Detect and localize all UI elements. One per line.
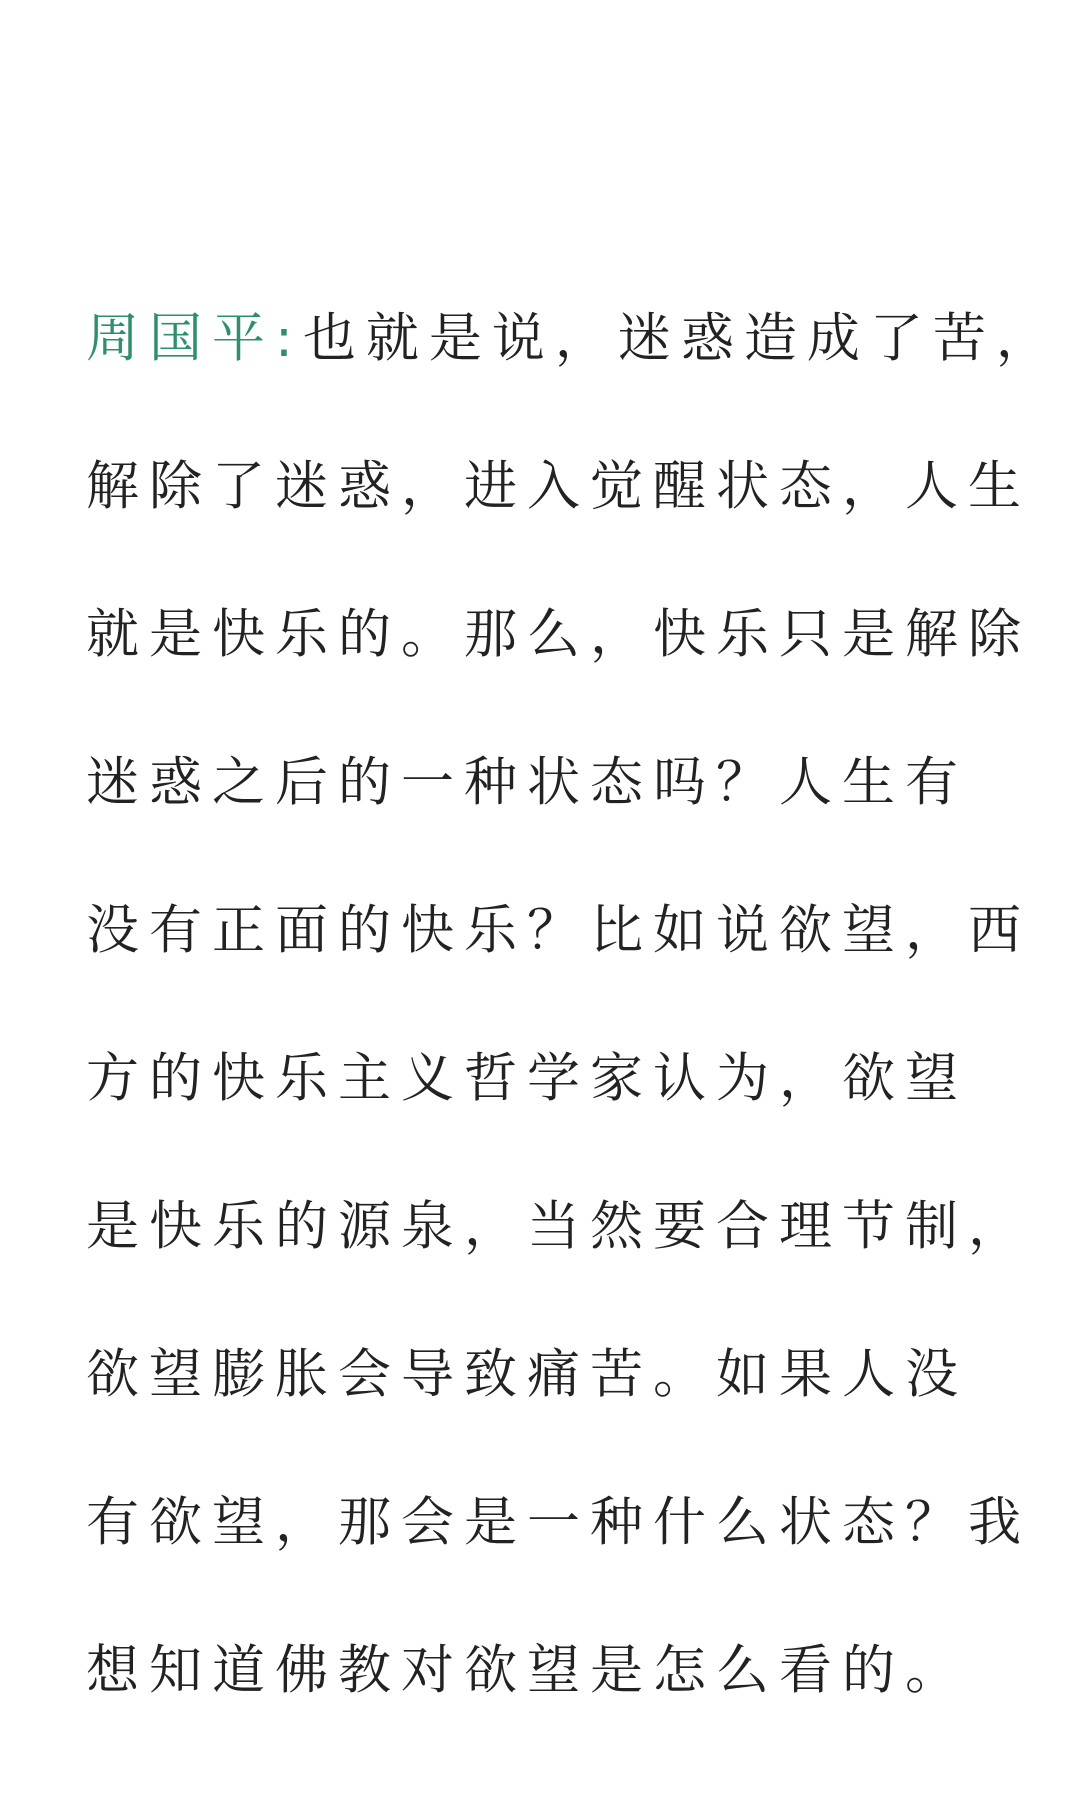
paragraph-line-9: 有欲望，那会是一种什么状态？我 — [86, 1492, 1031, 1553]
speaker-name: 周国平 — [86, 308, 275, 369]
paragraph-line-1 — [86, 265, 1059, 413]
paragraph-line-4: 迷惑之后的一种状态吗？人生有 — [86, 752, 968, 813]
paragraph-line-3: 就是快乐的。那么，快乐只是解除 — [86, 604, 1031, 665]
paragraph-line-5: 没有正面的快乐？比如说欲望，西 — [86, 900, 1031, 961]
paragraph-line-7: 是快乐的源泉，当然要合理节制， — [86, 1196, 1031, 1257]
speaker-colon: : — [275, 308, 303, 369]
paragraph-line-2: 解除了迷惑，进入觉醒状态，人生 — [86, 456, 1031, 517]
paragraph-line-8: 欲望膨胀会导致痛苦。如果人没 — [86, 1344, 968, 1405]
line-text-1: 也就是说，迷惑造成了苦， — [302, 308, 1059, 369]
paragraph-line-10: 想知道佛教对欲望是怎么看的。 — [86, 1640, 968, 1701]
dialogue-paragraph — [86, 265, 1059, 1745]
paragraph-line-6: 方的快乐主义哲学家认为，欲望 — [86, 1048, 968, 1109]
